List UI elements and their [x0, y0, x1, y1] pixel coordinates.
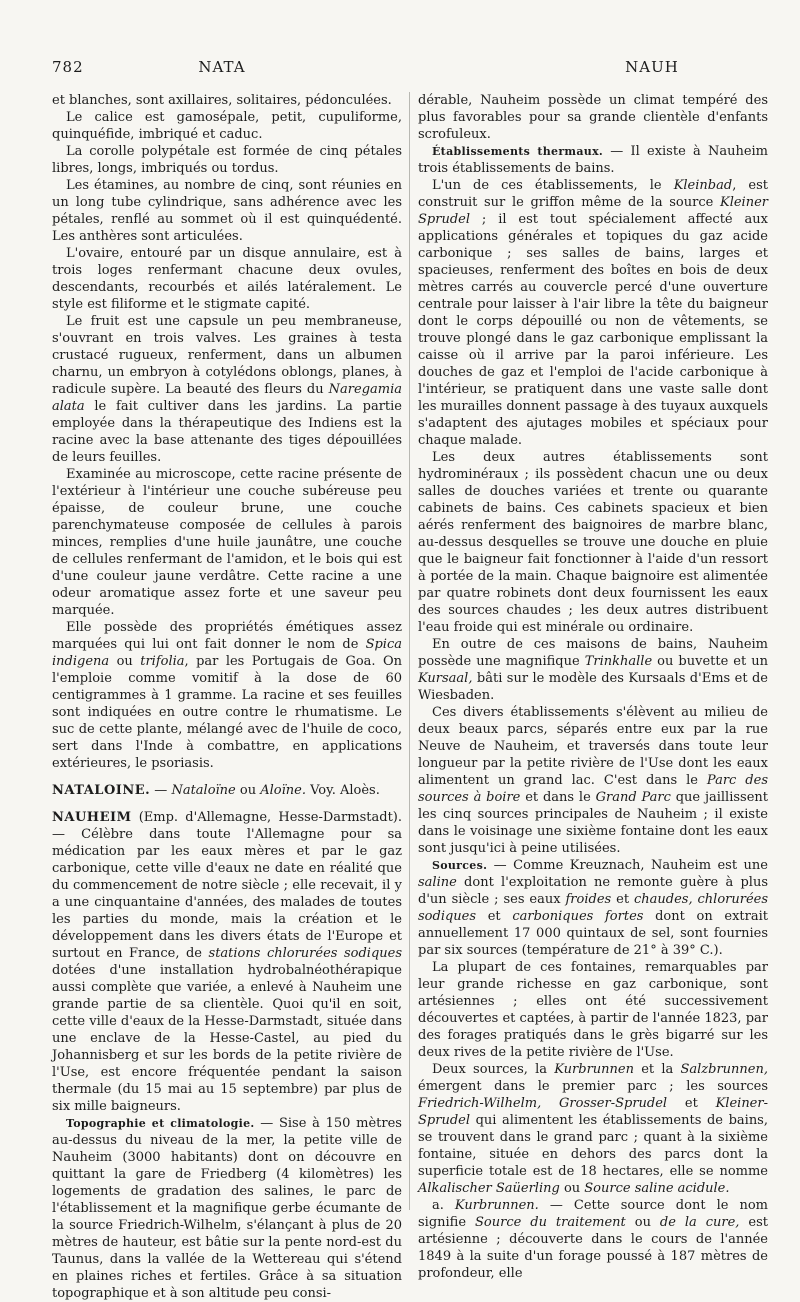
text-run: Ces divers établissements s'élèvent au milieu de deux beaux parcs, séparés entre eux par la rue Neuve de Nauheim, et traversés dans toute leur longueur par la petite rivière de l'Use dont les eaux alimentent un grand lac. C'est dans le	[418, 705, 768, 788]
text-run: ; il est tout spécialement affecté aux applications générales et topiques du gaz acide carbonique ; ses salles de bains, larges et spacieuses, renferment des boîtes en bois de deux mètres carrés au couvercle percé d'une ouverture centrale pour laisser à l'air libre la tête du baigneur dont le corps dépouillé ou non de vêtements, se trouve plongé dans le gaz carbonique emplissant la caisse où il arrive par la paroi inférieure. Les douches de gaz et l'emploi de l'acide carbonique à l'intérieur, se pratiquent dans une vaste salle dont les murailles donnent passage à des tuyaux auxquels s'adaptent des ajutages mobiles et spéciaux pour chaque malade.	[418, 212, 768, 448]
text-run: (Emp. d'Allemagne, Hesse-Darmstadt). — Célèbre dans toute l'Allemagne pour sa médication par les eaux mères et par le gaz carbonique, cette ville d'eaux ne date en réalité que du commencement de notre siècle ; elle recevait, il y a une cinquantaine d'années, des malades de toutes les parties du monde, mais la création et le développement dans les divers états de l'Europe et surtout en France, de	[52, 810, 402, 961]
italic-term: Trinkhalle	[584, 654, 653, 669]
italic-term: Nataloïne	[171, 783, 236, 798]
text-run: et dans le	[520, 790, 596, 805]
text-run: bâti sur le modèle des Kursaals d'Ems et de Wiesbaden.	[418, 671, 768, 703]
italic-term: Parc des sources à boire	[418, 773, 768, 805]
text-run: L'un de ces établissements, le	[432, 178, 674, 193]
paragraph: L'ovaire, entouré par un disque annulaire, est à trois loges renfermant chacune deux ovules, descendants, recourbés et ailés latéralement. Le style est filiforme et le stigmate capité.	[52, 246, 402, 312]
text-run: ou	[625, 1215, 660, 1230]
italic-term: Kursaal,	[418, 671, 473, 686]
italic-term: Kurbrunnen.	[454, 1198, 539, 1213]
text-run: et	[667, 1096, 716, 1111]
italic-term: Kleinbad	[673, 178, 733, 193]
paragraph	[418, 1197, 768, 1282]
section-subheading: Topographie et climatologie.	[66, 1117, 255, 1130]
text-run: et	[476, 909, 513, 924]
right-column	[418, 92, 769, 1281]
text-run: dont on extrait annuellement 17 000 quintaux de sel, sont fournies par six sources (température de 21° à 39° C.).	[418, 909, 769, 958]
italic-term: saline	[418, 875, 457, 890]
text-run: qui alimentent les établissements de bains, se trouvent dans le grand parc ; quant à la sixième fontaine, située en dehors des parcs dont la superficie totale est de 18 hectares, elle se nomme	[418, 1113, 768, 1179]
text-run: et	[611, 892, 634, 907]
paragraph	[418, 177, 768, 449]
text-run: , par les Portugais de Goa. On l'emploie comme vomitif à la dose de 60 centigrammes à 1 gramme. La racine et ses feuilles sont indiquées en outre contre le rhumatisme. Le suc de cette plante, mélangé avec de l'huile de coco, sert dans l'Inde à combattre, en applications extérieures, le psoriasis.	[52, 654, 402, 771]
italic-term: Grand Parc	[595, 790, 671, 805]
paragraph: La corolle polypétale est formée de cinq pétales libres, longs, imbriqués ou tordus.	[52, 144, 402, 176]
italic-term: de la cure,	[659, 1215, 740, 1230]
italic-term: carboniques fortes	[512, 909, 644, 924]
italic-term: Kleiner-Sprudel	[418, 1096, 768, 1128]
text-run: ou	[559, 1181, 585, 1196]
italic-term: chaudes, chlorurées sodiques	[418, 892, 769, 924]
text-run: Le fruit est une capsule un peu membraneuse, s'ouvrant en trois valves. Les graines à testa crustacé rugueux, renferment, dans un albumen charnu, un embryon à cotylédons oblongs, planes, à radicule supère. La beauté des fleurs du	[52, 314, 402, 397]
italic-term: Aloïne.	[260, 783, 306, 798]
dictionary-entry-nataloine	[52, 782, 402, 799]
text-run: ou buvette et un	[652, 654, 769, 669]
paragraph	[418, 704, 768, 857]
section-subheading: Établissements thermaux.	[432, 145, 604, 158]
text-run: dont l'exploitation ne remonte guère à plus d'un siècle ; ses eaux	[418, 875, 768, 907]
section-subheading: Sources.	[432, 859, 488, 872]
right-running-title	[625, 58, 706, 76]
italic-term: Friedrich-Wilhelm, Grosser-Sprudel	[418, 1096, 668, 1111]
paragraph: et blanches, sont axillaires, solitaires, pédonculées.	[52, 93, 392, 108]
italic-term: Spica indigena	[52, 637, 402, 669]
text-run: a.	[432, 1198, 455, 1213]
italic-term: Kurbrunnen	[554, 1062, 634, 1077]
entry-headword: NAUHEIM	[52, 810, 132, 825]
text-run: le fait cultiver dans les jardins. La partie employée dans la thérapeutique des Indiens est la racine avec la base attenante des tiges dépouillées de leurs feuilles.	[52, 399, 402, 465]
italic-term: Kleiner Sprudel	[418, 195, 768, 227]
italic-term: froides	[565, 892, 612, 907]
paragraph: dérable, Nauheim possède un climat tempéré des plus favorables pour sa grande clientèle d'enfants scrofuleux.	[418, 93, 768, 142]
text-run: est artésienne ; découverte dans le cours de l'année 1849 à la suite d'un forage poussé à 187 mètres de profondeur, elle	[418, 1215, 768, 1281]
italic-term: Source du traitement	[475, 1215, 626, 1230]
italic-term: Source saline acidule.	[584, 1181, 730, 1196]
paragraph	[418, 636, 768, 704]
cross-reference: Voy. Aloès.	[305, 783, 380, 798]
entry-headword: NATALOINE.	[52, 783, 151, 798]
text-run: —	[150, 783, 172, 798]
text-run: Deux sources, la	[432, 1062, 555, 1077]
paragraph: Les étamines, au nombre de cinq, sont réunies en un long tube cylindrique, sans adhérence avec les pétales, renflé au sommet où il est quinquédenté. Les anthères sont articulées.	[52, 178, 402, 244]
italic-term: Alkalischer Saüerling	[418, 1181, 560, 1196]
dictionary-entry-nauheim	[52, 809, 402, 1115]
paragraph: Le calice est gamosépale, petit, cupuliforme, quinquéfide, imbriqué et caduc.	[52, 110, 402, 142]
paragraph: La plupart de ces fontaines, remarquables par leur grande richesse en gaz carbonique, sont artésiennes ; elles ont été successivement découvertes et captées, à partir de l'année 1823, par des forages pratiqués dans le grès bigarré sur les deux rives de la petite rivière de l'Use.	[418, 960, 768, 1060]
page-number: 782	[52, 58, 84, 76]
text-run: ou	[235, 783, 261, 798]
text-run: et la	[633, 1062, 681, 1077]
italic-term: Salzbrunnen,	[680, 1062, 768, 1077]
text-run: — Sise à 150 mètres au-dessus du niveau de la mer, la petite ville de Nauheim (3000 habitants) dont on découvre en quittant la gare de Friedberg (4 kilomètres) les logements de gradation des salines, le parc de l'établissement et la magnifique gerbe écumante de la source Friedrich-Wilhelm, s'élançant à plus de 20 mètres de hauteur, est bâtie sur la pente nord-est du Taunus, dans la vallée de la Wettereau qui s'étend en plaines riches et fertiles. Grâce à sa situation topographique et à son altitude peu consi-	[52, 1116, 402, 1301]
paragraph	[52, 619, 402, 772]
paragraph	[52, 313, 402, 466]
text-run: Elle possède des propriétés émétiques assez marquées qui lui ont fait donner le nom de	[52, 620, 402, 652]
text-run: émergent dans le premier parc ; les sources	[418, 1079, 768, 1094]
text-run: — Il existe à Nauheim trois établissements de bains.	[418, 144, 768, 176]
running-header	[52, 58, 762, 80]
text-run: , est construit sur le griffon même de la source	[418, 178, 768, 210]
text-run: En outre de ces maisons de bains, Nauheim possède une magnifique	[418, 637, 768, 669]
text-run: ou	[109, 654, 141, 669]
paragraph: Les deux autres établissements sont hydrominéraux ; ils possèdent chacun une ou deux salles de douches variées et trente ou quarante cabinets de bains. Ces cabinets spacieux et bien aérés renferment des baignoires de marbre blanc, au-dessus desquelles se trouve une douche en pluie que le baigneur fait fonctionner à l'aide d'un ressort à portée de la main. Chaque baignoire est alimentée par quatre robinets dont deux fournissent les eaux des sources chaudes ; les deux autres distribuent l'eau froide qui est minérale ou ordinaire.	[418, 450, 768, 635]
left-column	[52, 92, 402, 1301]
italic-term: stations chlorurées sodiques	[208, 946, 402, 961]
text-run: que jaillissent les cinq sources principales de Nauheim ; il existe dans le voisinage une sixième fontaine dont les eaux sont jusqu'ici à peine utilisées.	[418, 790, 769, 856]
italic-term: trifolia	[140, 654, 185, 669]
paragraph	[418, 857, 768, 959]
paragraph	[418, 143, 768, 177]
text-run: — Comme Kreuznach, Nauheim est une	[487, 858, 768, 873]
column-divider	[409, 92, 410, 1210]
right-running-title-text: NAUH	[625, 58, 679, 76]
text-run: — Cette source dont le nom signifie	[418, 1198, 768, 1230]
paragraph: Examinée au microscope, cette racine présente de l'extérieur à l'intérieur une couche subéreuse peu épaisse, de couleur brune, une couche parenchymateuse composée de cellules à parois minces, remplies d'une huile jaunâtre, une couche de cellules renfermant de l'amidon, et le bois qui est d'une couleur jaune verdâtre. Cette racine a une odeur aromatique assez forte et une saveur peu marquée.	[52, 467, 402, 618]
paragraph	[52, 1115, 402, 1302]
paragraph	[418, 1061, 768, 1197]
italic-term: Naregamia alata	[52, 382, 402, 414]
text-run: dotées d'une installation hydrobalnéothérapique aussi complète que variée, a enlevé à Nauheim une grande partie de sa clientèle. Quoi qu'il en soit, cette ville d'eaux de la Hesse-Darmstadt, située dans une enclave de la Hesse-Castel, au pied du Johannisberg et sur les bords de la petite rivière de l'Use, est encore fréquentée pendant la saison thermale (du 15 mai au 15 septembre) par plus de six mille baigneurs.	[52, 963, 402, 1114]
left-running-title-text: NATA	[198, 58, 246, 76]
